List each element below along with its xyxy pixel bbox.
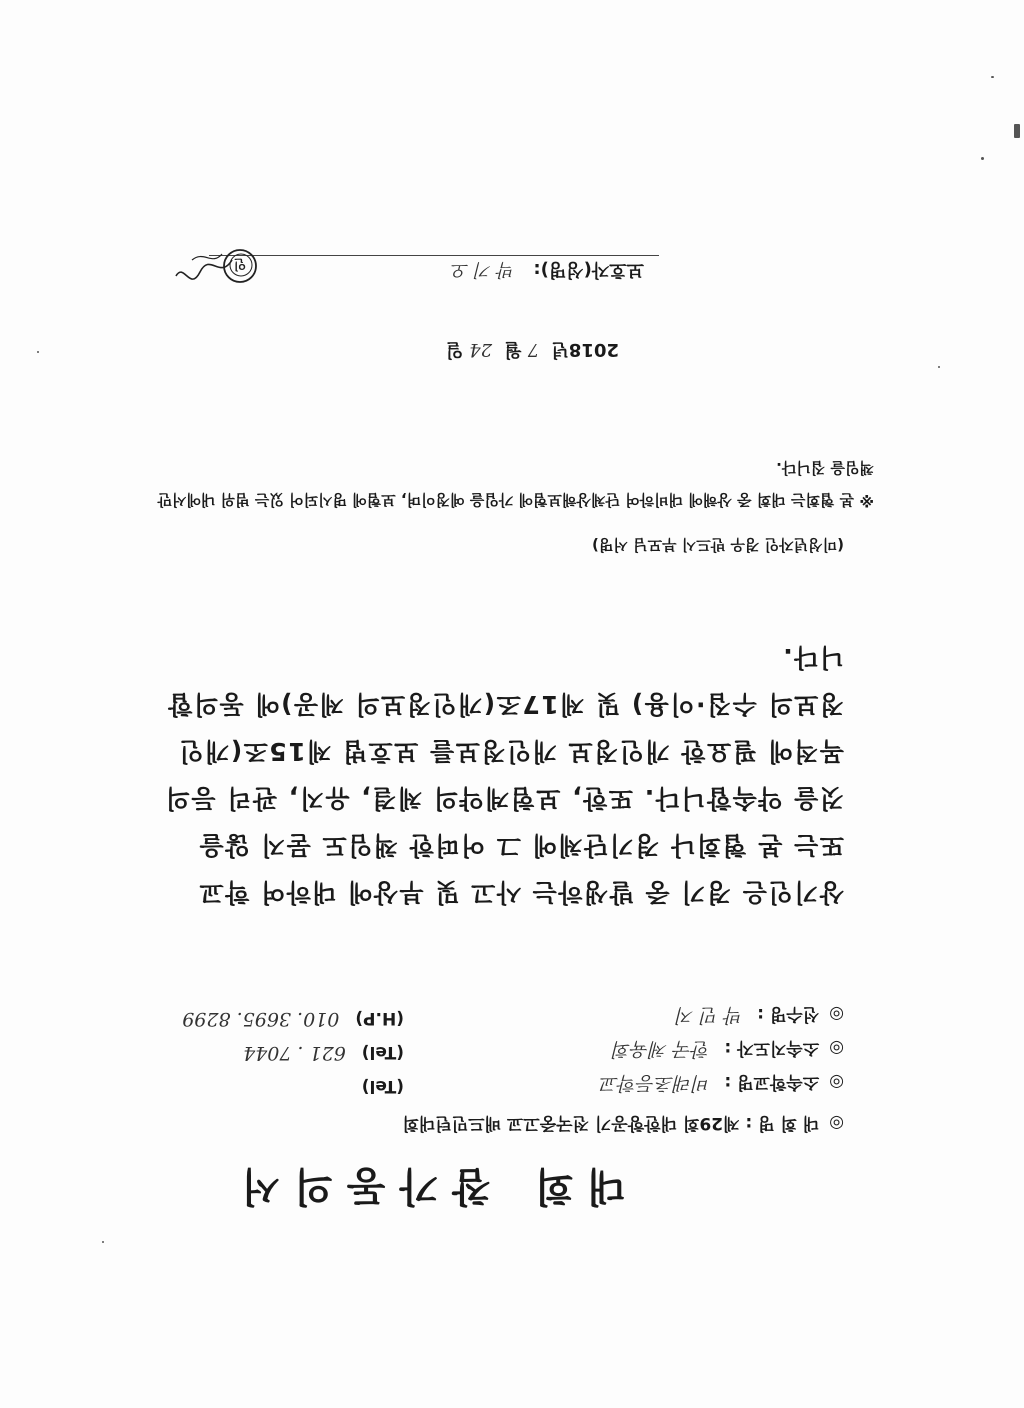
scan-speck (938, 366, 940, 368)
signature-underline (209, 255, 659, 256)
player-row: ◎ 선수명 : 박 민 지 (H.P) 010. 3695. 8299 (182, 1004, 844, 1030)
bullet-icon: ◎ (829, 1113, 844, 1133)
scan-speck (1014, 124, 1020, 138)
school-row: ◎ 소속학교명 : 비래초등학교 (Tel) (361, 1072, 844, 1096)
event-name: 제29회 대한항공기 전국중고교 배드민턴대회 (402, 1113, 740, 1133)
scan-speck (991, 76, 994, 78)
event-row: ◎ 대 회 명 : 제29회 대한항공기 전국중고교 배드민턴대회 (402, 1113, 844, 1133)
coach-tel-label: (Tel) (361, 1042, 404, 1062)
coach-label: 소속지도자 (737, 1038, 820, 1058)
title-part-2: 참가동의서 (227, 1163, 491, 1209)
seal-stamp-icon (172, 238, 262, 290)
date-day-value: 24 (469, 339, 493, 360)
school-value: 비래초등학교 (600, 1072, 711, 1094)
consent-paragraph: 상기인은 경기 중 발생하는 사고 및 부상에 대하여 학교 또는 본 협회나 경기단체에 그 어떠한 책임도 묻지 않을 것을 약속합니다. 또한, 보험계약의 체결, 유지, 관리 등의 목적에 필요한 개인정보 개인정보를 보호법 제15조(개인정보의 수집·이용) 및 제17조(개인정보의 제공)에 동의합니다. (164, 643, 844, 907)
event-label: 대 회 명 (758, 1113, 820, 1133)
bullet-icon: ◎ (829, 1038, 844, 1058)
school-tel-label: (Tel) (361, 1076, 404, 1096)
title-part-1: 대회 (520, 1163, 626, 1209)
scan-speck (981, 157, 984, 160)
player-value: 박 민 지 (676, 1004, 744, 1026)
scan-speck (37, 351, 39, 353)
seal-text: 인 (233, 256, 247, 271)
minor-note: (미성년자인 경우 반드시 부모님 서명) (592, 536, 844, 554)
coach-tel-value: 621 . 7044 (243, 1042, 346, 1064)
remark-mark: ※ (859, 491, 874, 509)
insurance-remark (154, 452, 874, 516)
signature-date (446, 338, 619, 364)
player-label: 선수명 (769, 1004, 820, 1024)
document-title (228, 1161, 626, 1218)
coach-value: 한국 체육회 (612, 1038, 711, 1060)
bullet-icon: ◎ (829, 1004, 844, 1024)
hp-label: (H.P) (355, 1008, 404, 1028)
school-label: 소속학교명 (737, 1072, 820, 1092)
bullet-icon: ◎ (829, 1072, 844, 1092)
hp-value: 010. 3695. 8299 (182, 1008, 340, 1030)
date-month-value: 7 (527, 339, 540, 360)
date-year: 2018년 (551, 339, 619, 360)
remark-text: 본 협회는 대회 중 상해에 대비하여 단체상해보험에 가입을 예정이며, 보험에 명시되어 있는 범위 내에서만 책임을 집니다. (157, 459, 874, 509)
date-day-label: 일 (445, 339, 464, 360)
scan-speck (102, 1241, 104, 1243)
guardian-label: 보호자(성명): (533, 259, 644, 280)
guardian-line (452, 258, 644, 284)
date-month-label: 월 (504, 339, 522, 360)
coach-row: ◎ 소속지도자 : 한국 체육회 (Tel) 621 . 7044 (243, 1038, 844, 1064)
guardian-name: 박 기 오 (451, 259, 516, 280)
